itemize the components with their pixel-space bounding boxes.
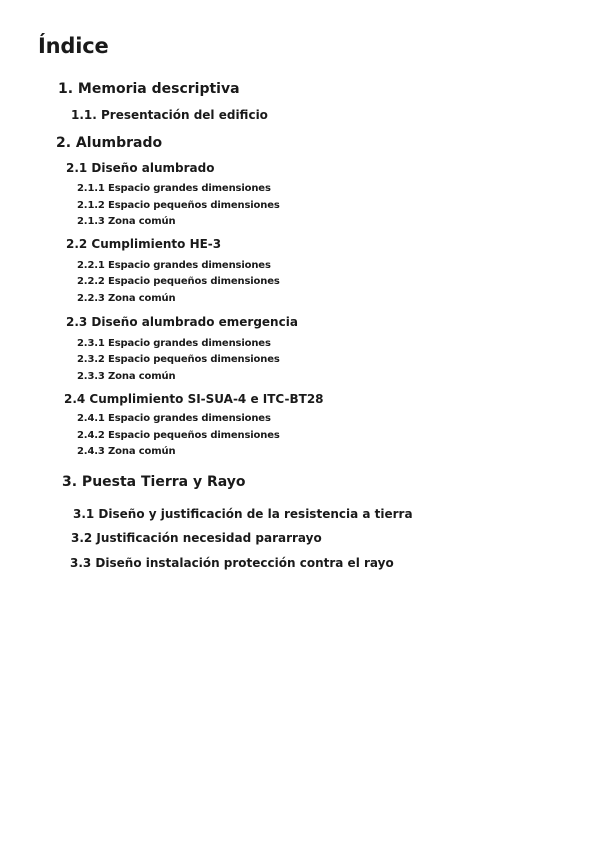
toc-item-2-4-3: 2.4.3 Zona común — [77, 446, 176, 457]
toc-subsection-3-1: 3.1 Diseño y justificación de la resistencia a tierra — [73, 507, 413, 521]
toc-subsection-1-1: 1.1. Presentación del edificio — [71, 108, 268, 122]
toc-item-2-3-2: 2.3.2 Espacio pequeños dimensiones — [77, 354, 280, 365]
toc-subsection-2-2: 2.2 Cumplimiento HE-3 — [66, 237, 222, 251]
toc-item-2-4-2: 2.4.2 Espacio pequeños dimensiones — [77, 430, 280, 441]
toc-item-2-2-1: 2.2.1 Espacio grandes dimensiones — [77, 260, 271, 271]
toc-subsection-2-3: 2.3 Diseño alumbrado emergencia — [66, 315, 298, 329]
toc-section-1: 1. Memoria descriptiva — [58, 81, 240, 97]
toc-item-2-3-1: 2.3.1 Espacio grandes dimensiones — [77, 338, 271, 349]
toc-item-2-1-2: 2.1.2 Espacio pequeños dimensiones — [77, 200, 280, 211]
toc-subsection-2-1: 2.1 Diseño alumbrado — [66, 161, 215, 175]
toc-section-3: 3. Puesta Tierra y Rayo — [62, 474, 246, 490]
toc-item-2-2-3: 2.2.3 Zona común — [77, 293, 176, 304]
toc-item-2-4-1: 2.4.1 Espacio grandes dimensiones — [77, 413, 271, 424]
toc-item-2-1-1: 2.1.1 Espacio grandes dimensiones — [77, 183, 271, 194]
toc-subsection-3-2: 3.2 Justificación necesidad pararrayo — [71, 531, 322, 545]
toc-subsection-3-3: 3.3 Diseño instalación protección contra el rayo — [70, 556, 394, 570]
toc-item-2-3-3: 2.3.3 Zona común — [77, 371, 176, 382]
toc-section-2: 2. Alumbrado — [56, 135, 163, 151]
toc-item-2-1-3: 2.1.3 Zona común — [77, 216, 176, 227]
page-title: Índice — [38, 34, 109, 58]
toc-item-2-2-2: 2.2.2 Espacio pequeños dimensiones — [77, 276, 280, 287]
toc-subsection-2-4: 2.4 Cumplimiento SI-SUA-4 e ITC-BT28 — [64, 392, 324, 406]
